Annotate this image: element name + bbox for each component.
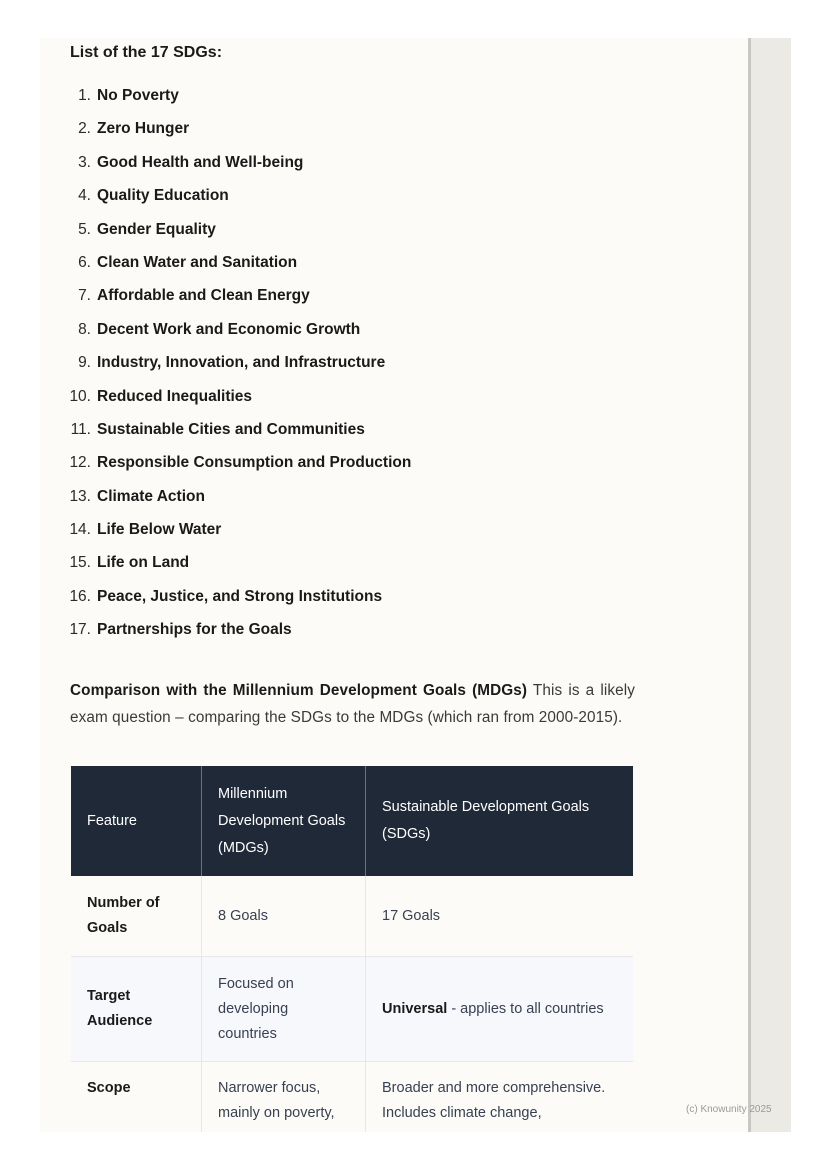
list-item-number: 12. xyxy=(69,454,91,472)
table-header-row xyxy=(71,766,633,876)
list-item xyxy=(40,353,411,386)
header-mdgs: Millennium Development Goals (MDGs) xyxy=(202,766,366,876)
list-item-label: Partnerships for the Goals xyxy=(97,621,292,639)
row-sdg-text: Broader and more comprehensive. Includes climate change, xyxy=(382,1080,606,1121)
list-item-label: Zero Hunger xyxy=(97,120,190,138)
list-item-number: 8. xyxy=(78,320,91,338)
list-item xyxy=(40,453,411,486)
list-item xyxy=(40,620,411,653)
list-item-number: 16. xyxy=(69,587,91,605)
list-item-number: 14. xyxy=(69,521,91,539)
table-row xyxy=(71,876,633,957)
list-item xyxy=(40,320,411,353)
list-item-number: 11. xyxy=(70,420,91,438)
list-item xyxy=(40,587,411,620)
list-item-number: 2. xyxy=(78,120,91,138)
row-feature-cell: Number of Goals xyxy=(71,876,202,957)
comparison-table xyxy=(71,766,633,1132)
row-mdg-cell: Narrower focus, mainly on poverty, xyxy=(202,1062,366,1133)
row-sdg-cell xyxy=(366,1062,634,1133)
list-item xyxy=(40,253,411,286)
list-item-label: Decent Work and Economic Growth xyxy=(97,320,361,338)
comparison-text: This is a likely exam question – comparing the SDGs to the MDGs (which ran from 2000-2015). xyxy=(70,682,635,727)
row-mdg-cell: Focused on developing countries xyxy=(202,957,366,1062)
list-item-label: Clean Water and Sanitation xyxy=(97,253,298,271)
list-item xyxy=(40,186,411,219)
watermark: (c) Knowunity 2025 xyxy=(686,1104,772,1115)
comparison-paragraph xyxy=(70,677,635,731)
sdg-list xyxy=(40,86,411,654)
list-item-number: 13. xyxy=(69,487,91,505)
row-sdg-cell xyxy=(366,876,634,957)
list-item-number: 1. xyxy=(78,87,91,104)
row-sdg-strong: Universal xyxy=(382,1000,448,1017)
list-item-number: 3. xyxy=(78,153,91,171)
list-item xyxy=(40,487,411,520)
list-item xyxy=(40,86,411,119)
row-sdg-text: 17 Goals xyxy=(382,907,441,924)
document-page xyxy=(40,38,748,1132)
list-item-number: 17. xyxy=(69,621,91,639)
table-row xyxy=(71,1062,633,1133)
list-item xyxy=(40,119,411,152)
list-item-label: Quality Education xyxy=(97,187,229,205)
list-item-label: No Poverty xyxy=(97,87,179,104)
list-item-number: 9. xyxy=(78,354,91,372)
scrollbar[interactable] xyxy=(748,38,791,1132)
list-item-label: Climate Action xyxy=(97,487,205,505)
list-item xyxy=(40,220,411,253)
scrollbar-track[interactable] xyxy=(748,38,751,1132)
list-item xyxy=(40,520,411,553)
list-item-label: Sustainable Cities and Communities xyxy=(97,420,365,438)
list-item-label: Responsible Consumption and Production xyxy=(97,454,412,472)
list-item-label: Good Health and Well-being xyxy=(97,153,304,171)
list-item xyxy=(40,387,411,420)
list-item xyxy=(40,286,411,319)
table-row xyxy=(71,957,633,1062)
row-mdg-cell: 8 Goals xyxy=(202,876,366,957)
list-item-number: 4. xyxy=(78,187,91,205)
row-sdg-cell xyxy=(366,957,634,1062)
list-item xyxy=(40,553,411,586)
list-item-number: 15. xyxy=(69,554,91,572)
row-sdg-text: - applies to all countries xyxy=(447,1000,604,1017)
row-feature-cell: Scope xyxy=(71,1062,202,1133)
list-item-label: Life Below Water xyxy=(97,521,222,539)
list-item-label: Gender Equality xyxy=(97,220,216,238)
list-item-number: 5. xyxy=(78,220,91,238)
list-item-label: Affordable and Clean Energy xyxy=(97,287,310,305)
comparison-lead: Comparison with the Millennium Development Goals (MDGs) xyxy=(70,682,528,700)
list-item-label: Peace, Justice, and Strong Institutions xyxy=(97,587,383,605)
list-heading: List of the 17 SDGs: xyxy=(70,44,223,61)
list-item-label: Reduced Inequalities xyxy=(97,387,253,405)
list-item-number: 7. xyxy=(78,287,91,305)
list-item xyxy=(40,153,411,186)
list-item xyxy=(40,420,411,453)
list-item-number: 10. xyxy=(69,387,91,405)
list-item-number: 6. xyxy=(78,253,91,271)
header-feature: Feature xyxy=(71,766,202,876)
list-item-label: Industry, Innovation, and Infrastructure xyxy=(97,354,386,372)
header-sdgs: Sustainable Development Goals (SDGs) xyxy=(366,766,634,876)
list-item-label: Life on Land xyxy=(97,554,190,572)
row-feature-cell: Target Audience xyxy=(71,957,202,1062)
